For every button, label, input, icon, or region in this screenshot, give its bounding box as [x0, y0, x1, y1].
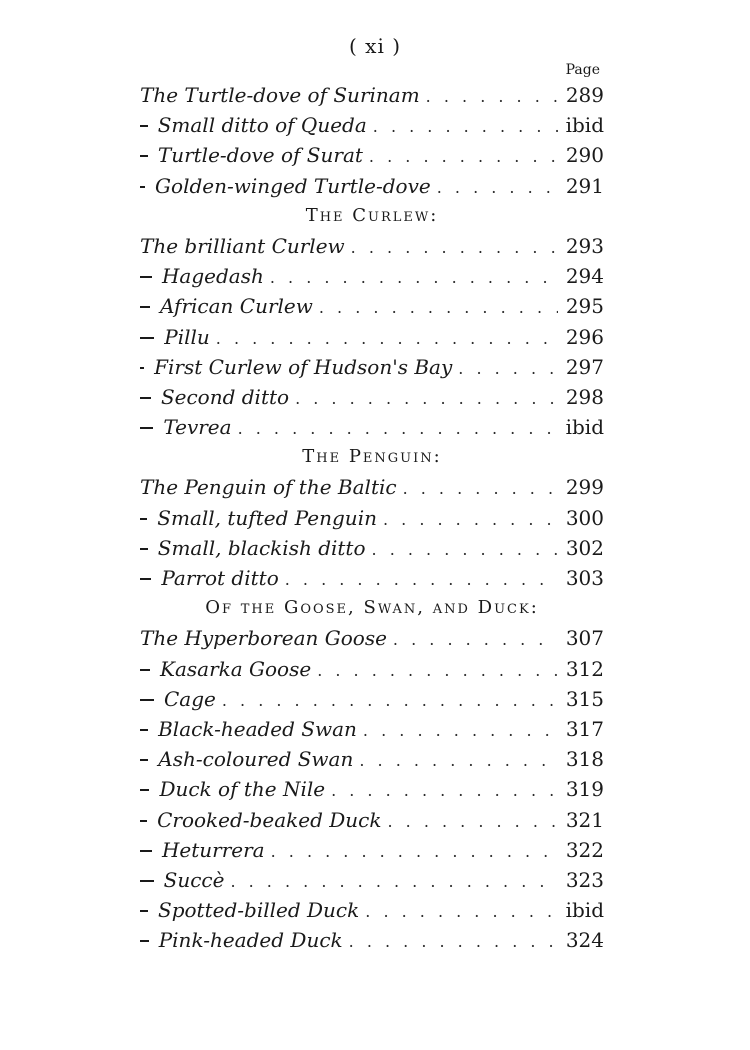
entry-title: Small, tufted Penguin [157, 505, 377, 530]
page-number: 295 [565, 294, 604, 319]
contents-entry [140, 291, 604, 321]
contents-entry [140, 925, 604, 955]
ditto-dash [140, 276, 152, 278]
contents-entry [140, 714, 604, 744]
dot-leader [363, 716, 558, 746]
dot-leader [369, 142, 558, 172]
dot-leader [270, 263, 558, 293]
ditto-dash [140, 759, 148, 761]
dot-leader [222, 686, 558, 716]
entry-title: Heturrera [161, 837, 265, 862]
ditto-dash [140, 789, 149, 791]
contents-entry [140, 412, 604, 442]
page-number: 319 [565, 777, 604, 802]
dot-leader [285, 565, 558, 595]
ditto-dash [140, 155, 148, 157]
contents-entry [140, 110, 604, 140]
ditto-dash [140, 397, 151, 399]
ditto-dash [140, 367, 144, 369]
dot-leader [393, 625, 558, 655]
contents-entry [140, 80, 604, 110]
page-folio: ( xi ) [349, 34, 401, 58]
entry-title: First Curlew of Hudson's Bay [154, 354, 453, 379]
page-number: 302 [565, 535, 604, 560]
ditto-dash [140, 125, 148, 127]
ditto-dash [140, 186, 145, 188]
entry-title: Golden-winged Turtle-dove [155, 173, 431, 198]
dot-leader [359, 746, 558, 776]
ditto-dash [140, 337, 154, 339]
page-number: 294 [565, 264, 604, 289]
entry-title: Spotted-billed Duck [158, 898, 360, 923]
entry-title: The Hyperborean Goose [140, 626, 387, 651]
contents-entry [140, 654, 604, 684]
contents-entry [140, 352, 604, 382]
entry-title: Pillu [164, 324, 210, 349]
ditto-dash [140, 548, 148, 550]
dot-leader [238, 414, 558, 444]
page-number: 299 [565, 475, 604, 500]
ditto-dash [140, 940, 149, 942]
contents-entry [140, 382, 604, 412]
page-number: 300 [565, 505, 604, 530]
entry-title: Hagedash [161, 264, 264, 289]
ditto-dash [140, 820, 147, 822]
page-number: 323 [565, 867, 604, 892]
page-column-label: Page [565, 62, 600, 78]
contents-entry [140, 140, 604, 170]
page-number: 312 [565, 656, 604, 681]
entry-title: Ash-coloured Swan [158, 747, 354, 772]
contents-entry [140, 744, 604, 774]
entry-title: African Curlew [159, 294, 313, 319]
dot-leader [271, 837, 558, 867]
contents-entry [140, 835, 604, 865]
ditto-dash [140, 850, 152, 852]
ditto-dash [140, 699, 154, 701]
dot-leader [365, 897, 558, 927]
page-number: 291 [565, 173, 604, 198]
ditto-dash [140, 306, 150, 308]
entry-title: Succè [163, 867, 225, 892]
dot-leader [372, 535, 558, 565]
page-number: 321 [565, 807, 604, 832]
entry-title: Small ditto of Queda [157, 113, 367, 138]
contents-entry [140, 623, 604, 653]
entry-title: Crooked-beaked Duck [157, 807, 382, 832]
dot-leader [349, 927, 558, 957]
page-number: 318 [565, 747, 604, 772]
entry-title: Turtle-dove of Surat [157, 143, 363, 168]
page-number: 296 [565, 324, 604, 349]
contents-entry [140, 774, 604, 804]
dot-leader [319, 293, 558, 323]
page-number: 297 [565, 354, 604, 379]
contents-entry [140, 684, 604, 714]
dot-leader [426, 82, 558, 112]
entry-title: Duck of the Nile [159, 777, 326, 802]
page-number: 307 [565, 626, 604, 651]
dot-leader [351, 233, 558, 263]
dot-leader [437, 173, 558, 203]
entry-title: Second ditto [160, 384, 290, 409]
entry-title: Black-headed Swan [158, 716, 357, 741]
dot-leader [216, 324, 558, 354]
page-number: 315 [565, 686, 604, 711]
dot-leader [387, 807, 558, 837]
page-number: ibid [565, 898, 604, 923]
page-number: 289 [565, 83, 604, 107]
ditto-dash [140, 518, 147, 520]
contents-entry [140, 231, 604, 261]
entry-title: Parrot ditto [161, 566, 279, 590]
entry-title: The brilliant Curlew [140, 233, 345, 258]
page-number: 293 [565, 233, 604, 258]
contents-entry [140, 472, 604, 502]
section-heading: The Curlew: [305, 204, 439, 226]
dot-leader [403, 474, 558, 504]
page-number: 322 [565, 837, 604, 862]
dot-leader [383, 505, 558, 535]
contents-entry [140, 171, 604, 201]
contents-entry [140, 563, 604, 593]
contents-entry [140, 533, 604, 563]
contents-entry [140, 865, 604, 895]
ditto-dash [140, 880, 154, 882]
entry-title: Kasarka Goose [160, 656, 312, 681]
entry-title: The Turtle-dove of Surinam [140, 83, 420, 107]
entry-title: The Penguin of the Baltic [140, 475, 397, 500]
ditto-dash [140, 578, 151, 580]
contents-entry [140, 322, 604, 352]
dot-leader [373, 112, 558, 142]
contents-entry [140, 261, 604, 291]
contents-entry [140, 805, 604, 835]
dot-leader [230, 867, 558, 897]
ditto-dash [140, 669, 150, 671]
page-number: ibid [565, 415, 604, 440]
section-heading: The Penguin: [302, 446, 442, 468]
page-number: ibid [565, 113, 604, 138]
entry-title: Pink-headed Duck [158, 928, 343, 953]
dot-leader [458, 354, 558, 384]
page-number: 303 [565, 566, 604, 590]
contents-entry [140, 503, 604, 533]
dot-leader [295, 384, 558, 414]
page-number: 290 [565, 143, 604, 168]
ditto-dash [140, 910, 148, 912]
ditto-dash [140, 729, 148, 731]
page-number: 317 [565, 716, 604, 741]
table-of-contents [140, 80, 604, 955]
entry-title: Tevrea [163, 415, 232, 440]
entry-title: Small, blackish ditto [157, 535, 366, 560]
ditto-dash [140, 427, 153, 429]
dot-leader [317, 656, 558, 686]
section-heading: Of the Goose, Swan, and Duck: [205, 597, 539, 619]
entry-title: Cage [163, 686, 216, 711]
dot-leader [331, 776, 558, 806]
page-number: 298 [565, 384, 604, 409]
contents-entry [140, 895, 604, 925]
page-number: 324 [565, 928, 604, 953]
